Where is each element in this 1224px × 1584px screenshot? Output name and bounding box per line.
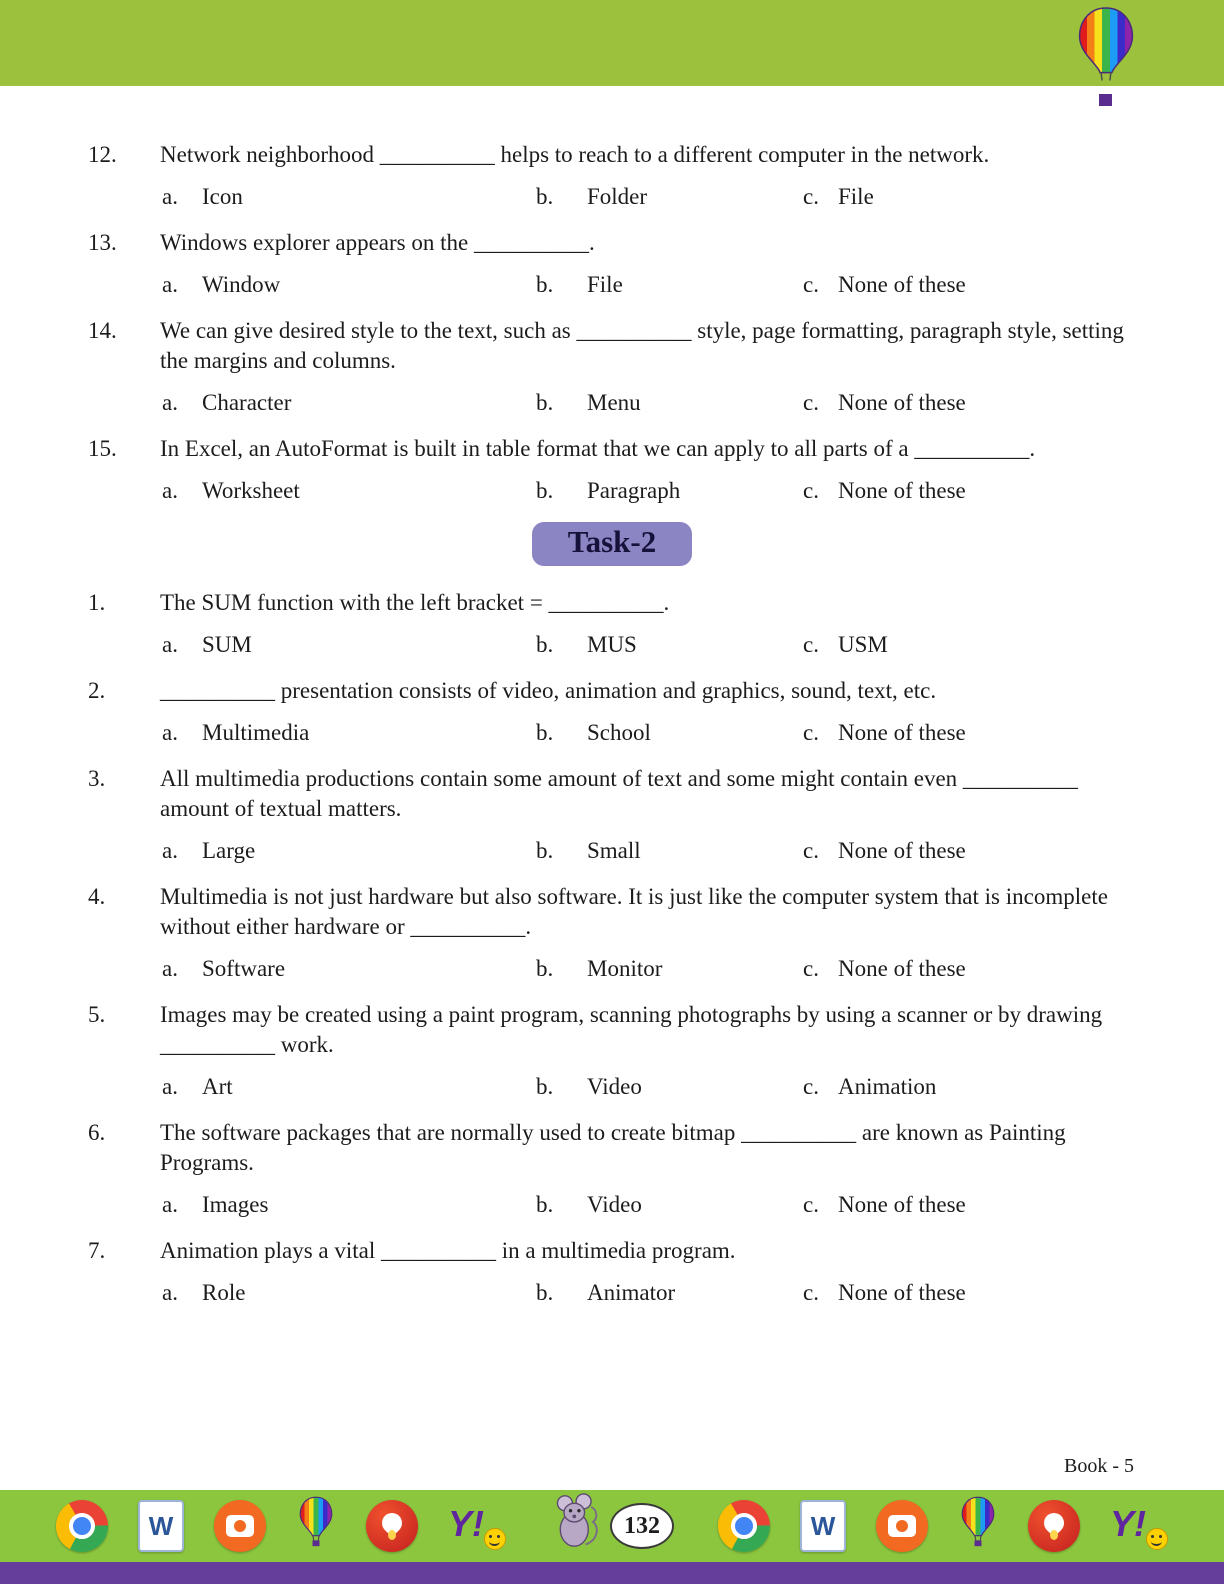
balloon-icon [296, 1496, 336, 1557]
question-item [88, 588, 1136, 660]
option-label: c. [803, 632, 819, 657]
mouse-mascot-icon [550, 1490, 606, 1552]
question-options [88, 836, 1136, 866]
question-number: 4. [88, 884, 106, 909]
question-text: We can give desired style to the text, such as __________ style, page formatting, paragraph style, setting the margins and columns. [160, 318, 1124, 373]
task2-badge [532, 522, 692, 566]
purple-square-decoration [1099, 94, 1112, 106]
option-label: a. [162, 720, 178, 745]
question-number: 5. [88, 1002, 106, 1027]
question-number: 3. [88, 766, 106, 791]
word-icon: W [138, 1500, 184, 1552]
footer-purple-strip [0, 1562, 1224, 1584]
option-text: SUM [202, 632, 252, 657]
task2-title: Task-2 [567, 524, 657, 559]
chrome-icon [56, 1500, 108, 1552]
page-number: 132 [624, 1512, 660, 1539]
question-number: 13. [88, 230, 117, 255]
option-text: Software [202, 956, 286, 981]
option-label: b. [536, 272, 554, 297]
question-number: 14. [88, 318, 117, 343]
question-options [88, 630, 1136, 660]
question-text: Multimedia is not just hardware but also software. It is just like the computer system that is incomplete without either hardware or __________. [160, 884, 1108, 939]
option-label: c. [803, 1074, 819, 1099]
option-text: Icon [202, 184, 243, 209]
option-text: None of these [838, 478, 966, 503]
question-text: __________ presentation consists of video, animation and graphics, sound, text, etc. [160, 678, 937, 703]
option-label: a. [162, 272, 178, 297]
option-label: b. [536, 390, 554, 415]
question-text: The SUM function with the left bracket = __________. [160, 590, 670, 615]
camera-icon [876, 1500, 928, 1552]
option-text: Paragraph [587, 478, 681, 503]
option-text: Small [587, 838, 641, 863]
option-label: b. [536, 956, 554, 981]
question-number: 6. [88, 1120, 106, 1145]
page-number-badge [610, 1503, 674, 1549]
question-item [88, 140, 1136, 212]
option-label: b. [536, 1192, 554, 1217]
flame-icon [1028, 1500, 1080, 1552]
question-item [88, 1236, 1136, 1308]
question-text: Network neighborhood __________ helps to reach to a different computer in the network. [160, 142, 990, 167]
option-text: Character [202, 390, 292, 415]
option-label: c. [803, 390, 819, 415]
question-item [88, 316, 1136, 418]
option-label: b. [536, 720, 554, 745]
chrome-icon [718, 1500, 770, 1552]
question-options [88, 182, 1136, 212]
option-label: a. [162, 956, 178, 981]
option-label: c. [803, 838, 819, 863]
option-text: File [838, 184, 874, 209]
mouse-mascot-svg [550, 1490, 606, 1552]
option-text: Monitor [587, 956, 663, 981]
footer-icons-right [718, 1496, 1168, 1557]
task1-question-list [88, 140, 1136, 506]
option-text: Video [587, 1192, 642, 1217]
question-number: 7. [88, 1238, 106, 1263]
word-icon: W [800, 1500, 846, 1552]
balloon-svg [1070, 6, 1142, 100]
question-text: All multimedia productions contain some amount of text and some might contain even __________ amount of textual matters. [160, 766, 1078, 821]
question-item [88, 1000, 1136, 1102]
option-label: c. [803, 478, 819, 503]
option-text: Window [202, 272, 281, 297]
question-number: 15. [88, 436, 117, 461]
option-label: c. [803, 184, 819, 209]
option-label: a. [162, 1074, 178, 1099]
option-text: Video [587, 1074, 642, 1099]
flame-icon [366, 1500, 418, 1552]
option-text: Large [202, 838, 256, 863]
option-label: c. [803, 956, 819, 981]
question-number: 1. [88, 590, 106, 615]
task2-question-list [88, 588, 1136, 1308]
question-item [88, 1118, 1136, 1220]
question-options [88, 1072, 1136, 1102]
option-text: Role [202, 1280, 246, 1305]
question-number: 2. [88, 678, 106, 703]
option-label: a. [162, 838, 178, 863]
option-text: School [587, 720, 651, 745]
question-options [88, 388, 1136, 418]
option-text: None of these [838, 956, 966, 981]
question-options [88, 476, 1136, 506]
footer-icon-row [0, 1490, 1224, 1562]
question-item [88, 882, 1136, 984]
option-label: b. [536, 184, 554, 209]
option-label: c. [803, 1280, 819, 1305]
option-label: b. [536, 1280, 554, 1305]
option-label: b. [536, 632, 554, 657]
option-label: a. [162, 184, 178, 209]
option-label: a. [162, 632, 178, 657]
option-text: MUS [587, 632, 637, 657]
option-text: Multimedia [202, 720, 310, 745]
question-item [88, 676, 1136, 748]
option-text: File [587, 272, 623, 297]
question-options [88, 718, 1136, 748]
header-green-bar [0, 0, 1224, 86]
option-text: None of these [838, 720, 966, 745]
option-text: None of these [838, 272, 966, 297]
option-text: USM [838, 632, 888, 657]
option-text: None of these [838, 1192, 966, 1217]
question-text: In Excel, an AutoFormat is built in table format that we can apply to all parts of a __________. [160, 436, 1036, 461]
option-label: b. [536, 478, 554, 503]
footer-center-group [550, 1500, 674, 1552]
book-label: Book - 5 [1064, 1455, 1134, 1477]
hot-air-balloon-icon [1070, 6, 1142, 100]
question-text: Images may be created using a paint program, scanning photographs by using a scanner or by drawing __________ work. [160, 1002, 1103, 1057]
option-label: a. [162, 1192, 178, 1217]
option-label: c. [803, 1192, 819, 1217]
question-item [88, 764, 1136, 866]
option-text: Folder [587, 184, 648, 209]
option-label: b. [536, 1074, 554, 1099]
yahoo-icon: Y! [1110, 1500, 1168, 1552]
option-text: Animator [587, 1280, 676, 1305]
question-text: Animation plays a vital __________ in a multimedia program. [160, 1238, 736, 1263]
question-text: The software packages that are normally used to create bitmap __________ are known as Painting Programs. [160, 1120, 1066, 1175]
option-text: Worksheet [202, 478, 300, 503]
question-item [88, 228, 1136, 300]
option-text: Menu [587, 390, 641, 415]
option-label: c. [803, 272, 819, 297]
page-content [0, 86, 1224, 1324]
question-options [88, 270, 1136, 300]
yahoo-icon: Y! [448, 1500, 506, 1552]
option-text: None of these [838, 390, 966, 415]
balloon-icon [958, 1496, 998, 1557]
option-label: c. [803, 720, 819, 745]
option-label: a. [162, 1280, 178, 1305]
option-label: a. [162, 390, 178, 415]
question-options [88, 1278, 1136, 1308]
option-text: Animation [838, 1074, 937, 1099]
question-number: 12. [88, 142, 117, 167]
footer-green-bar [0, 1490, 1224, 1562]
option-text: Art [202, 1074, 233, 1099]
option-label: b. [536, 838, 554, 863]
question-item [88, 434, 1136, 506]
question-options [88, 954, 1136, 984]
option-text: Images [202, 1192, 269, 1217]
question-options [88, 1190, 1136, 1220]
option-text: None of these [838, 838, 966, 863]
option-label: a. [162, 478, 178, 503]
footer-icons-left [56, 1496, 506, 1557]
question-text: Windows explorer appears on the __________. [160, 230, 595, 255]
camera-icon [214, 1500, 266, 1552]
option-text: None of these [838, 1280, 966, 1305]
